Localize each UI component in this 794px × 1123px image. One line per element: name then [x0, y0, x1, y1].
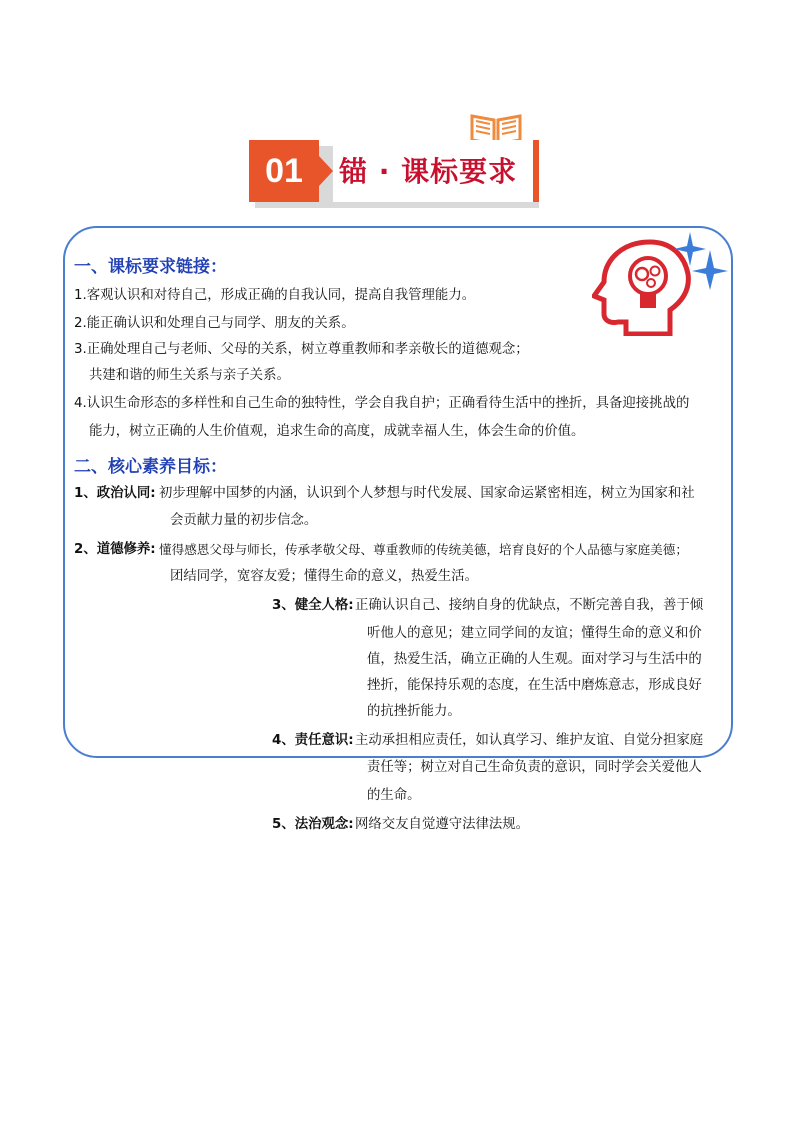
- goal-2-line: 团结同学，宽容友爱；懂得生命的意义，热爱生活。: [170, 569, 478, 584]
- goal-1-line: 初步理解中国梦的内涵，认识到个人梦想与时代发展、国家命运紧密相连，树立为国家和社: [159, 486, 695, 501]
- goal-3-line: 听他人的意见；建立同学间的友谊；懂得生命的意义和价: [367, 626, 702, 641]
- goal-4-line: 主动承担相应责任，如认真学习、维护友谊、自觉分担家庭: [355, 733, 704, 748]
- banner-number: 01: [249, 140, 319, 202]
- standard-item-3-cont: 共建和谐的师生关系与亲子关系。: [89, 368, 290, 383]
- banner-title: 锚 · 课标要求: [339, 155, 518, 188]
- section-banner: [249, 140, 539, 208]
- section2-heading: 二、核心素养目标：: [74, 457, 227, 477]
- goal-3-line: 挫折，能保持乐观的态度，在生活中磨炼意志，形成良好: [367, 678, 702, 693]
- goal-4-line: 责任等；树立对自己生命负责的意识，同时学会关爱他人: [367, 760, 702, 775]
- standard-item-3: 3.正确处理自己与老师、父母的关系，树立尊重教师和孝亲敬长的道德观念；: [74, 342, 529, 357]
- goal-3-line: 值，热爱生活，确立正确的人生观。面对学习与生活中的: [367, 652, 702, 667]
- standard-item-2: 2.能正确认识和处理自己与同学、朋友的关系。: [74, 316, 355, 331]
- standard-item-4-cont: 能力，树立正确的人生价值观，追求生命的高度，成就幸福人生，体会生命的价值。: [89, 424, 585, 439]
- goal-1-line: 会贡献力量的初步信念。: [170, 513, 318, 528]
- goal-1-label: 1、政治认同:: [74, 486, 156, 501]
- standard-item-4: 4.认识生命形态的多样性和自己生命的独特性，学会自我自护；正确看待生活中的挫折，具备迎接挑战的: [74, 396, 690, 411]
- goal-3-line: 正确认识自己、接纳自身的优缺点，不断完善自我，善于倾: [355, 598, 704, 613]
- goal-2-label: 2、道德修养:: [74, 542, 156, 557]
- goal-5-line: 网络交友自觉遵守法律法规。: [355, 817, 530, 832]
- goal-3-label: 3、健全人格:: [272, 598, 354, 613]
- goal-2-line: 懂得感恩父母与师长，传承孝敬父母、尊重教师的传统美德，培育良好的个人品德与家庭美德；: [159, 542, 688, 557]
- goal-5-label: 5、法治观念:: [272, 817, 354, 832]
- section1-heading: 一、课标要求链接：: [74, 257, 227, 277]
- goal-3-line: 的抗挫折能力。: [367, 704, 461, 719]
- sparkle-icon: [672, 230, 730, 292]
- goal-4-line: 的生命。: [367, 788, 421, 803]
- banner-arrow: [319, 156, 333, 186]
- standard-item-1: 1.客观认识和对待自己，形成正确的自我认同，提高自我管理能力。: [74, 288, 476, 303]
- goal-4-label: 4、责任意识:: [272, 733, 354, 748]
